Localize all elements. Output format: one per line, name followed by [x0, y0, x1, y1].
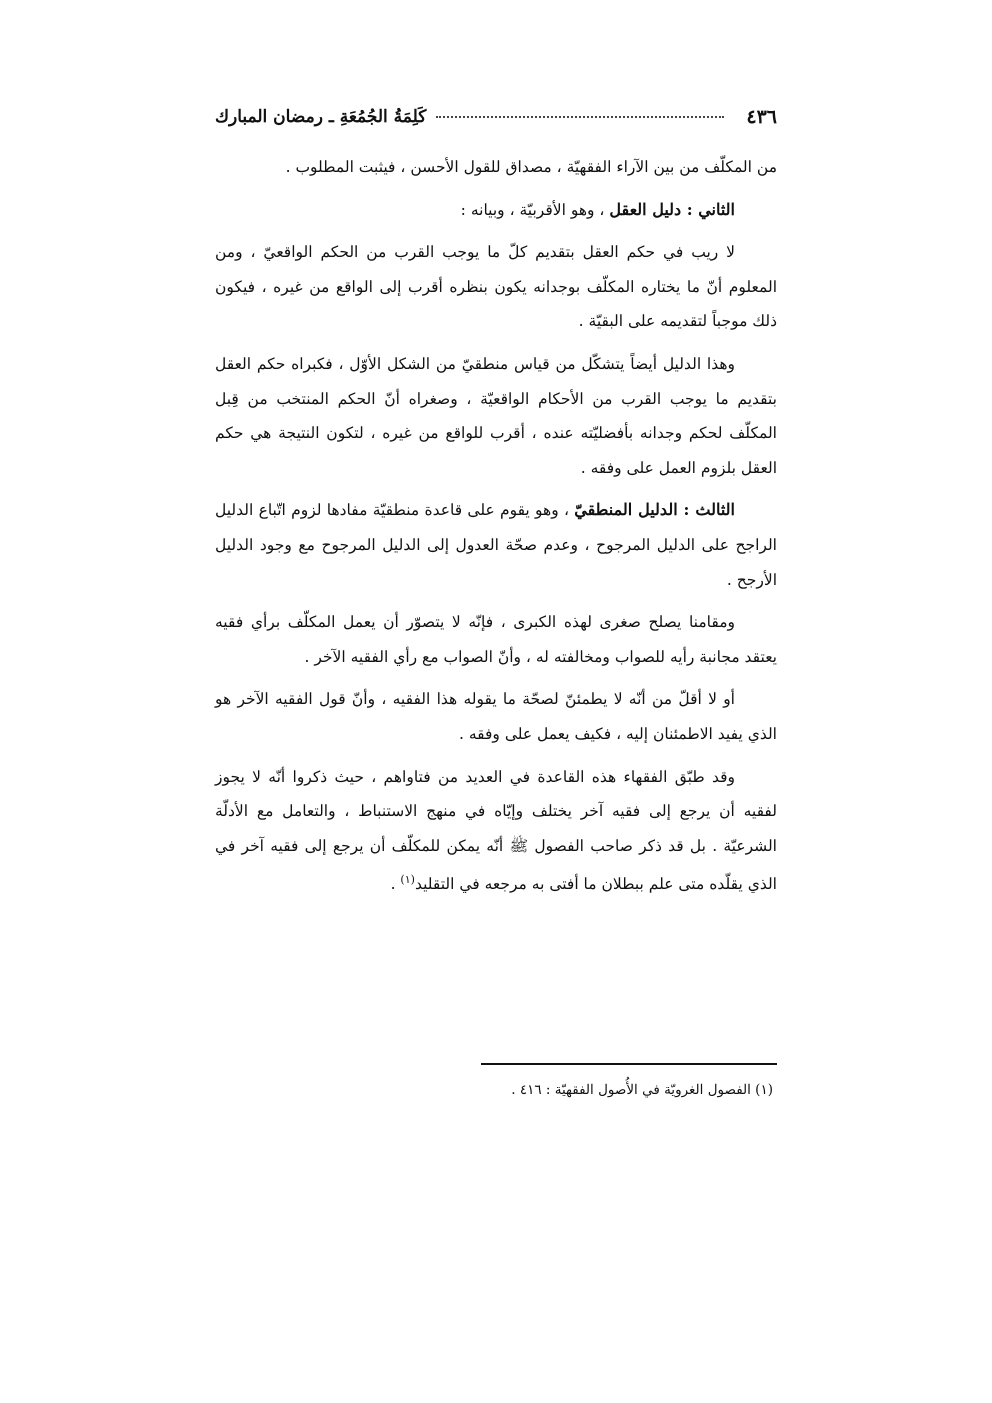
- paragraph-7-text: وقد طبّق الفقهاء هذه القاعدة في العديد من فتاواهم ، حيث ذكروا أنّه لا يجوز لفقيه أن يرجع إلى فقيه آخر يختلف وإيّاه في منهج الاستنباط ، والتعامل مع الأدلّة الشرعيّة . بل قد ذكر صاحب الفصول ﷺ أنّه يمكن للمكلّف أن يرجع إلى فقيه آخر في الذي يقلّده متى علم ببطلان ما أفتى به مرجعه في التقليد: [215, 767, 777, 894]
- paragraph-0: من المكلّف من بين الآراء الفقهيّة ، مصداق للقول الأحسن ، فيثبت المطلوب .: [285, 158, 777, 176]
- footnote: (١) الفصول الغرويّة في الأُصول الفقهيّة : ٤١٦ .: [511, 1082, 773, 1098]
- paragraph-7-end: .: [390, 875, 401, 894]
- page-number: ٤٣٦: [746, 106, 777, 128]
- paragraph-5: ومقامنا يصلح صغرى لهذه الكبرى ، فإنّه لا يتصوّر أن يعمل المكلّف برأي فقيه يعتقد مجانبة رأيه للصواب ومخالفته له ، وأنّ الصواب مع رأي الفقيه الآخر .: [215, 613, 777, 666]
- page-body: [215, 150, 777, 910]
- paragraph-4: [215, 493, 777, 597]
- paragraph-7: [215, 760, 777, 903]
- footnote-separator: [481, 1063, 777, 1065]
- page-header: [215, 100, 777, 134]
- section-heading-logical: الثالث : الدليل المنطقيّ: [574, 500, 735, 520]
- paragraph-1-text: ، وهو الأقربيّة ، وبيانه :: [460, 200, 610, 219]
- paragraph-2: لا ريب في حكم العقل بتقديم كلّ ما يوجب القرب من الحكم الواقعيّ ، ومن المعلوم أنّ ما يختاره المكلّف بوجدانه يكون بنظره أقرب إلى الواقع من غيره ، فيكون ذلك موجباً لتقديمه على البقيّة .: [215, 243, 777, 331]
- paragraph-6: أو لا أقلّ من أنّه لا يطمئنّ لصحّة ما يقوله هذا الفقيه ، وأنّ قول الفقيه الآخر هو الذي يفيد الاطمئنان إليه ، فكيف يعمل على وفقه .: [215, 690, 777, 743]
- section-heading-reason: الثاني : دليل العقل: [609, 199, 735, 219]
- header-dotted-separator: [436, 116, 724, 118]
- footnote-reference: (١): [400, 873, 415, 887]
- book-title: كَلِمَةُ الجُمُعَةِ ـ رمضان المبارك: [215, 107, 427, 127]
- paragraph-3: وهذا الدليل أيضاً يتشكّل من قياس منطقيّ من الشكل الأوّل ، فكبراه حكم العقل بتقديم ما يوجب القرب من الأحكام الواقعيّة ، وصغراه أنّ الحكم المنتخب من قِبل المكلّف لحكم وجدانه بأفضليّته عنده ، أقرب للواقع من غيره ، لتكون النتيجة هي حكم العقل بلزوم العمل على وفقه .: [215, 354, 777, 477]
- paragraph-4-text: ، وهو يقوم على قاعدة منطقيّة مفادها لزوم اتّباع الدليل الراجح على الدليل المرجوح ، وعدم صحّة العدول إلى الدليل المرجوح مع وجود الدليل الأرجح .: [215, 501, 777, 589]
- paragraph-1: [215, 193, 777, 228]
